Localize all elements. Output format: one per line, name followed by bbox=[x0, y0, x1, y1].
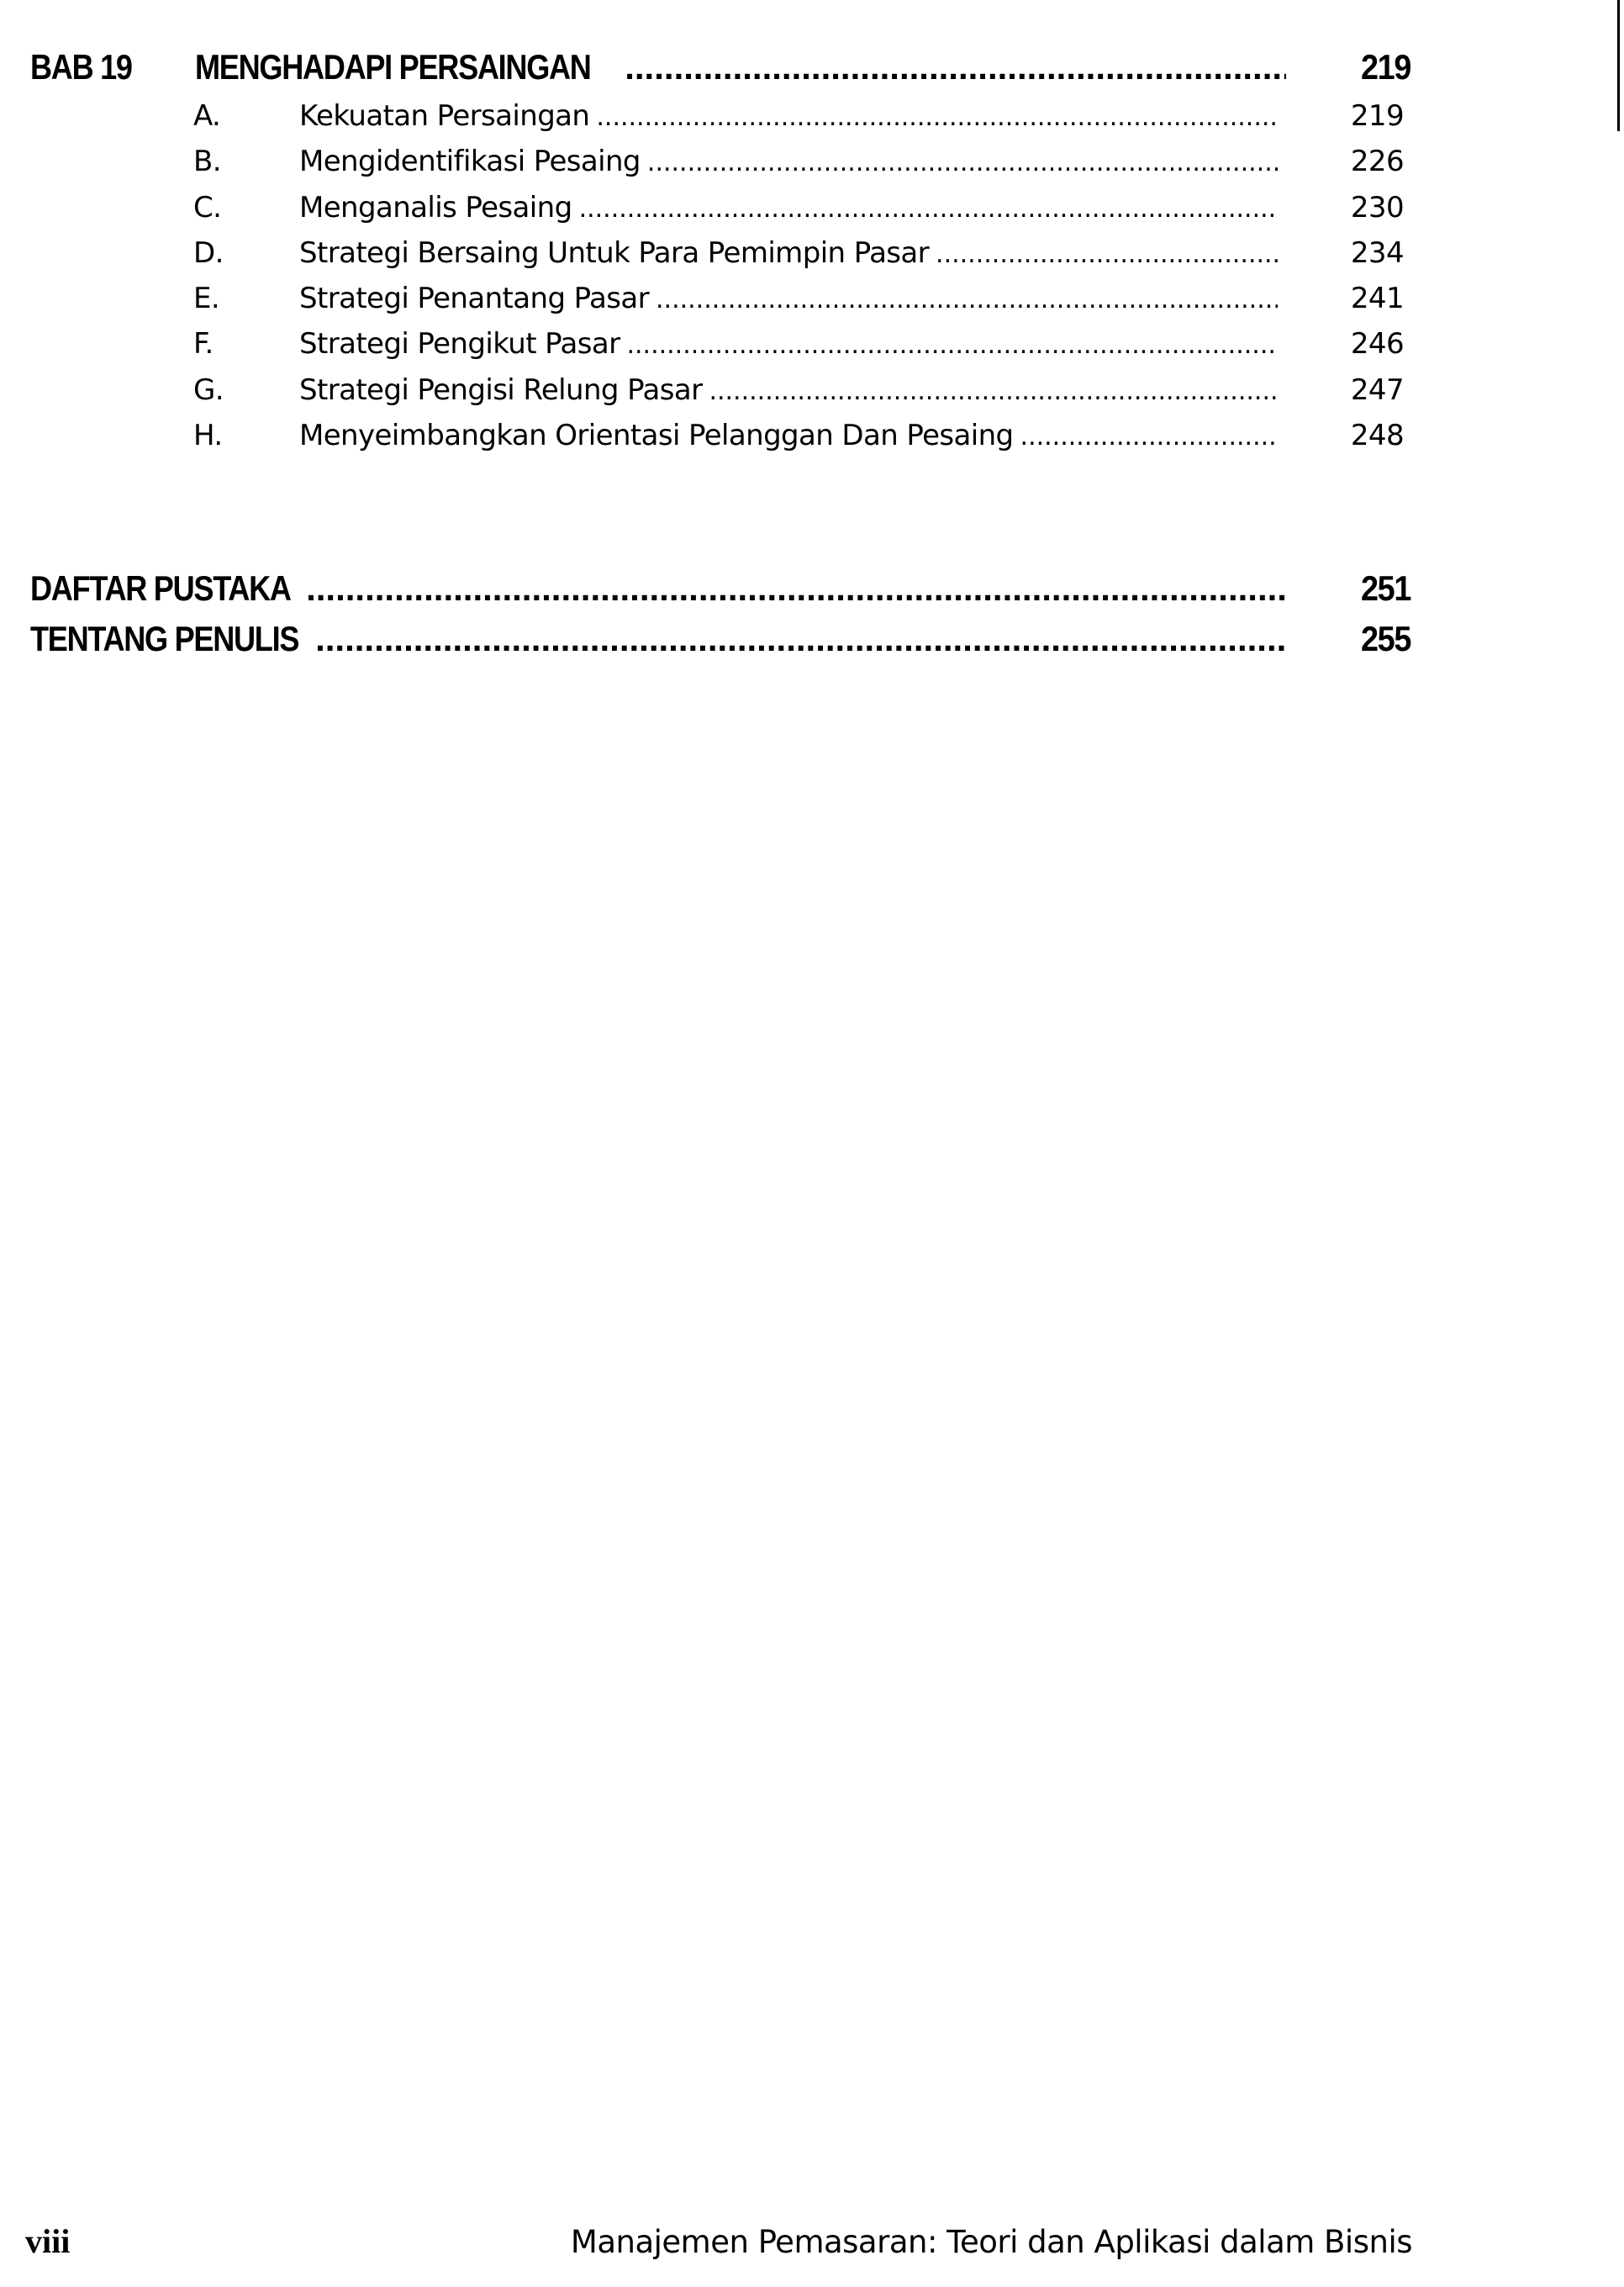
toc-section-entry[interactable] bbox=[193, 282, 1404, 327]
toc-section-entry[interactable] bbox=[193, 145, 1404, 190]
bibliography-page-number: 251 bbox=[1360, 568, 1410, 608]
dot-leader bbox=[709, 377, 1278, 406]
toc-bibliography-entry[interactable] bbox=[30, 568, 1410, 621]
dot-leader bbox=[596, 103, 1278, 132]
section-page-number: 246 bbox=[1350, 327, 1404, 362]
toc-chapter-entry[interactable] bbox=[30, 47, 1410, 101]
section-title: Mengidentifikasi Pesaing bbox=[299, 145, 641, 179]
section-title: Strategi Pengikut Pasar bbox=[299, 327, 620, 362]
dot-leader bbox=[1020, 422, 1278, 452]
chapter-page-number: 219 bbox=[1360, 47, 1410, 87]
dot-leader bbox=[626, 330, 1278, 360]
page-footer bbox=[25, 2221, 1412, 2272]
toc-section-entry[interactable] bbox=[193, 419, 1404, 464]
section-letter: H. bbox=[193, 419, 223, 453]
section-letter: A. bbox=[193, 99, 221, 133]
section-title: Menganalis Pesaing bbox=[299, 190, 572, 224]
toc-section-entry[interactable] bbox=[193, 191, 1404, 236]
page-folio: viii bbox=[25, 2222, 71, 2260]
section-letter: F. bbox=[193, 327, 214, 362]
toc-section-entry[interactable] bbox=[193, 327, 1404, 372]
dot-leader bbox=[647, 148, 1278, 177]
dot-leader bbox=[936, 240, 1278, 269]
toc-section-entry[interactable] bbox=[193, 236, 1404, 282]
toc-section-entry[interactable] bbox=[193, 373, 1404, 419]
section-page-number: 247 bbox=[1350, 372, 1404, 407]
dot-leader bbox=[656, 285, 1278, 314]
section-page-number: 241 bbox=[1350, 282, 1404, 316]
toc-author-entry[interactable] bbox=[30, 619, 1410, 671]
author-page-number: 255 bbox=[1360, 619, 1410, 658]
section-title: Kekuatan Persaingan bbox=[299, 99, 590, 133]
toc-section-entry[interactable] bbox=[193, 99, 1404, 145]
section-page-number: 226 bbox=[1350, 145, 1404, 179]
dot-leader bbox=[579, 194, 1278, 224]
section-letter: C. bbox=[193, 190, 222, 224]
section-letter: D. bbox=[193, 235, 224, 270]
section-letter: B. bbox=[193, 145, 221, 179]
section-page-number: 230 bbox=[1350, 190, 1404, 224]
section-title: Strategi Pengisi Relung Pasar bbox=[299, 372, 703, 407]
author-section-title: TENTANG PENULIS bbox=[30, 619, 299, 658]
section-page-number: 248 bbox=[1350, 419, 1404, 453]
section-page-number: 219 bbox=[1350, 99, 1404, 133]
dot-leader bbox=[625, 47, 1286, 87]
section-title: Menyeimbangkan Orientasi Pelanggan Dan Pesaing bbox=[299, 419, 1014, 453]
dot-leader bbox=[315, 619, 1286, 659]
section-list bbox=[193, 99, 1404, 464]
page-edge-mark bbox=[1617, 0, 1620, 131]
section-letter: G. bbox=[193, 372, 224, 407]
section-letter: E. bbox=[193, 282, 220, 316]
section-title: Strategi Penantang Pasar bbox=[299, 282, 649, 316]
chapter-title: MENGHADAPI PERSAINGAN bbox=[195, 47, 591, 87]
bibliography-title: DAFTAR PUSTAKA bbox=[30, 568, 291, 608]
running-book-title: Manajemen Pemasaran: Teori dan Aplikasi dalam Bisnis bbox=[570, 2224, 1412, 2260]
section-title: Strategi Bersaing Untuk Para Pemimpin Pasar bbox=[299, 235, 930, 270]
dot-leader bbox=[306, 568, 1286, 609]
section-page-number: 234 bbox=[1350, 235, 1404, 270]
chapter-label: BAB 19 bbox=[30, 47, 132, 87]
